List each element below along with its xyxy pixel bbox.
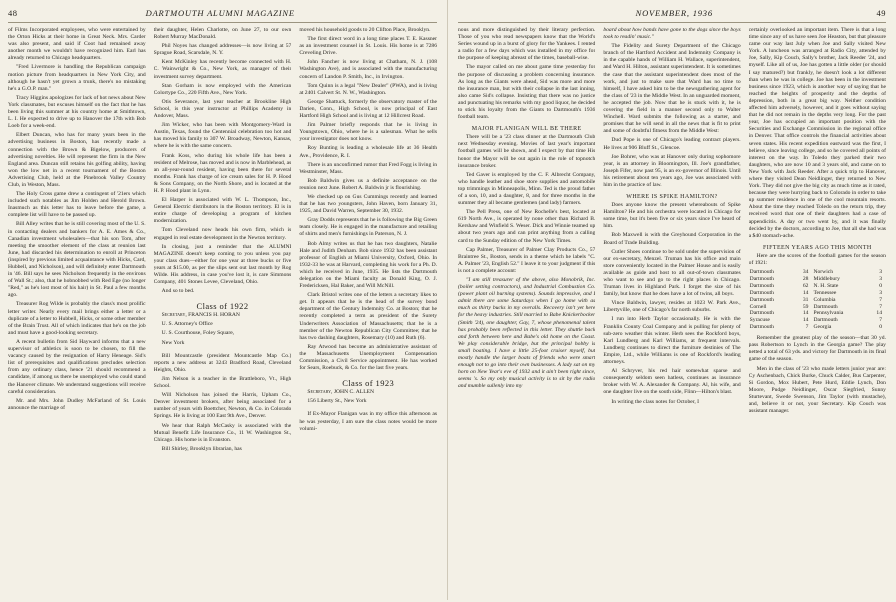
paragraph: Dud Pope is one of Chicago's leading contract players. He lives at 906 Bluff St., Glencoe. bbox=[603, 137, 741, 151]
score-cell-opp-score: 7 bbox=[879, 303, 882, 310]
paragraph: Men in the class of '23 who made letters junior year are: Cy Aschenbach, Chick Burke, Chuck Calder, Bus Carpenter, Si Gordon, Mox Hubert, Pete Hurd, Eddie Lynch, Don Moore, Pudge Neidlinger, Oscar Siegfried, Sunny Sturtevant, Swede Swenson, Jim Taylor (with mustache), and, believe it or not, your Secretary. Kip Couch was assistant manager. bbox=[748, 365, 886, 415]
fifteen-years-heading: FIFTEEN YEARS AGO THIS MONTH bbox=[763, 244, 872, 251]
paragraph: Jim Palmer briefly responds that he is living in Youngstown, Ohio, where he is a salesman. What he sells your investigator does not know. bbox=[299, 122, 438, 143]
score-cell-opp: Dartmouth bbox=[813, 303, 838, 310]
score-cell-opp: Norwich bbox=[813, 269, 834, 275]
paragraph: Vince Baldwin, lawyer, resides at 1023 W. Park Ave., Libertyville, one of Chicago's far north suburbs. bbox=[603, 300, 741, 314]
left-page bbox=[0, 0, 448, 600]
paragraph: Cap Palmer, Treasurer of Palmer Clay Products Co., 57 Braintree St., Boston, sends in a theme which he labels "C. A. Palmer '23, English 52." I leave it to your judgment if this is not a complete account: bbox=[458, 246, 596, 274]
left-column-1 bbox=[8, 27, 146, 602]
paragraph: Here are the scores of the football games for the season of 1921: bbox=[748, 252, 886, 266]
paragraph: Remember the greatest play of the season—that 30 yd. pass Robertson to Lynch in the Georgia game? The play netted a total of 63 yds. and victory for Dartmouth in its final game of the season. bbox=[748, 335, 886, 363]
paragraph: We hear that Ralph McCasky is associated with the Mutual Benefit Life Insurance Co., 11 W. Washington St., Chicago. His home is in Evanston. bbox=[153, 422, 292, 443]
score-cell-opp-score: 7 bbox=[879, 317, 882, 324]
paragraph: The Fidelity and Surety Department of the Chicago branch of the Hartford Accident and Indemnity Company is in the capable hands of William H. Wallace, superintendent, and Ward H. Hilton, assistant superintendent. It is sometimes the case that the assistant superintendent does most of the work, and just to make sure that Ward has no time to himself, I have asked him to be the newsgathering agent for the class of '23 in the Middle West. In an unguarded moment, he accepted the job. Now that he is stuck with it, he is covering the field in a manner second only to Walter Winchell. Ward submits the following as a starter, and promises that he will send in all the news that is fit to print and some of doubtful fitness from the Middle West: bbox=[603, 43, 741, 135]
score-cell-score: 14 bbox=[802, 289, 809, 296]
running-title: DARTMOUTH ALUMNI MAGAZINE bbox=[145, 8, 295, 18]
score-cell-opp-score: 0 bbox=[879, 282, 882, 289]
paragraph: Gray Dodds represents that he is following the Big Green team closely. He is engaged in the manufacture and retailing of shirts and men's furnishings in Paterson, N. J. bbox=[299, 217, 438, 238]
section-heading: WHERE IS SPIKE HAMILTON? bbox=[626, 194, 718, 201]
paragraph: certainly overlooked an important item. There is that a long time since any of us have seen Joe Heaston, but that pleasure came our way last July when Joe and Sally visited New York. A luncheon was arranged at Radio City, attended by Joe, Sally, Kip Couch, Sally's brother, Jack Reeder '24, and myself. Like all of us, Joe has gotten a little older (or should I say matured?) but frankly, he doesn't look a lot different than when he was in college. Joe has been in the investment business since 1923, which is another way of saying that he reached the heights of prosperity and the depths of depression, both in a great big way. Neither condition affected him adversely, however, and it goes without saying that he did not remain in the depths very long. For the past year, Joe has occupied an important position with the Securities and Exchange Commission in the regional office in Denver. That office controls the financial activities about seven states. His recent expedition eastward was the first, I believe, since leaving college, and so he covered all points of interest on the way. In Toledo they parked their two daughters, who are now 10 and 3 years old, and came on to New York with Jack Reeder. After a quick trip to Hanover, where they visited Dean Neidlinger, they returned to New York. They did not give the big city as much time as it rated, because they were hurrying back to Colorado in order to take up summer residence in one of the cool mountain resorts. About the time they reached Toledo on the return trip, they received word that one of their daughters had a case of appendicitis. A day or two went by, and it was finally decided by the doctors, according to Joe, that all she had was a $40 stomach-ache. bbox=[748, 27, 886, 239]
right-page bbox=[448, 0, 896, 600]
score-cell-opp-score: 14 bbox=[876, 310, 882, 317]
paragraph: Joe Bohrer, who was at Hanover only during sophomore year, is an attorney in Bloomington, Ill. Joe's grandfather, Joseph Fifer, now past 95, is an ex-governor of Illinois. Until his retirement about ten years ago, Joe was associated with him in the practice of law. bbox=[603, 153, 741, 188]
secretary-address-line: U. S. Courthouse, Foley Square, bbox=[161, 330, 235, 337]
paragraph: "Fred Livermore is handling the Republican campaign motion picture from headquarters in New York City, and although he hasn't yet grown a trunk, there's no mistaking he's a G.O.P. man." bbox=[8, 64, 146, 92]
paragraph: moved his household goods to 20 Clifton Place, Brooklyn. bbox=[299, 27, 431, 33]
paragraph: The mayor called on me about game time yesterday for the purpose of discussing a problem concerning insurance. As long as the Giants were ahead, Sid was more and more the insurance man, but with their collapse in the last inning, also came Sid's collapse. Insisting that there was no justice and punctuating his remarks with my good liquor, he decided to stick his loyalty from the Giants to Dartmouth's 1936 football team. bbox=[458, 64, 596, 121]
section-heading: MAJOR FLANIGAN WILL BE THERE bbox=[471, 126, 582, 133]
class-1922-heading: Class of 1922 bbox=[196, 301, 249, 312]
paragraph: "I am still treasurer of the above, also Monobrik, Inc. (boiler setting contractors), and Industrial Combustion Co. (power plant oil burning systems). Sounds impressive, and I admit there are some Saturdays when I go home with as much as thirty bucks in my overalls. Recovery isn't yet here for the heavy industries. Still married to Babe Knickerbocker (Smith '24), one daughter, Gay, 7, whose phenomenal talent has probably been reflected in this letter. They shuttle back and forth between here and Babe's old home on the Coast. We play considerable bridge, but the principal hobby is small boating. I have a little 25-foot cruiser myself, but mostly handle the larger boats of friends who were smart enough not to go into their own businesses. A lady sat on my horn on New Year's eve of 1932 and it ain't been right since, seems 's. So my only musical activity is to sit by the radio and mumble sullenly into my bbox=[458, 277, 596, 390]
secretary-address-line: New York bbox=[161, 339, 185, 346]
paragraph: Jim Wicker, who has been with Montgomery-Ward in Austin, Texas, found the Centennial celebration too hot and has moved his family to 307 W. Broadway, Newton, Kansas, where he is with the same concern. bbox=[153, 122, 292, 150]
score-cell-opp: N. H. State bbox=[813, 282, 839, 289]
score-cell-score: 59 bbox=[802, 303, 809, 310]
score-cell-team: Dartmouth bbox=[749, 269, 774, 275]
football-scores-table bbox=[749, 269, 886, 331]
paragraph: Treasurer Rog Wilde is probably the class's most prolific letter writer. Nearly every mail brings either a letter or a duplicate of a letter to Hubbell, Hicks, or some other member of the Brain Trust. All of which indicates that he's on the job and must have a good-looking secretary. bbox=[8, 301, 146, 336]
paragraph: Bill Shirley, Brooklyn librarian, has bbox=[161, 445, 242, 452]
paragraph: I run into Herb Taylor occasionally. He is with the Franklin County Coal Company and is pulling for plenty of sub-zero weather this winter. Herb sees the Rockford boys, Karl Lundberg and Karl Williams, at frequent intervals. Lundberg continues to direct the furniture destinies of The Empire, Ltd., while Williams is one of Rockford's leading attorneys. bbox=[603, 316, 741, 366]
paragraph: There is an unconfirmed rumor that Fred Fogg is living in Westminster, Mass. bbox=[299, 161, 438, 175]
score-cell-team: Dartmouth bbox=[749, 289, 774, 296]
paragraph: board about how bands have gone to the dogs since the boys took to readin' music." bbox=[603, 27, 741, 41]
paragraph: George Shattuck, formerly the observatory master of the Darien, Conn., High School, is now principal of East Hartford High School and is living at 12 Hillcrest Road. bbox=[299, 98, 438, 120]
paragraph: Bill Mountcastle (president Mountcastle Map Co.) reports a new address at 3243 Bradford Road, Cleveland Heights, Ohio. bbox=[153, 352, 292, 373]
paragraph: Roy Bunting is leading a wholesale life at 36 Health Ave., Providence, R. I. bbox=[299, 145, 438, 159]
left-page-header bbox=[8, 8, 437, 23]
score-cell-team: Dartmouth bbox=[749, 275, 774, 282]
paragraph: nous and more distinguished by their literary perfection. Those of you who read newspapers know that the World's Series wound up in a burst of glory for the Yankees. I rented a radio for a few days which was installed in my office for the purpose of keeping abreast of the times, baseball-wise. bbox=[458, 27, 596, 62]
score-row bbox=[749, 276, 886, 283]
paragraph: Mr. and Mrs. John Dudley McFarland of St. Louis announce the marriage of bbox=[8, 397, 146, 411]
score-cell-team: Dartmouth bbox=[749, 324, 774, 331]
paragraph: Bob Almy writes us that he has two daughters, Natalie Hale and Judith Denham. Bob since 1932 has been assistant professor of English at Miami University, Oxford, Ohio. In 1932-33 he was at Harvard, completing his work for a Ph. D. which he received in June, 1935. He lists the Dartmouth delegation on the Miami faculty as Donald King, O. J. Fredericksen, Hal Baker, and Will McNill. bbox=[299, 240, 438, 290]
score-row bbox=[749, 310, 886, 317]
score-cell-opp: Pennsylvania bbox=[813, 310, 844, 317]
score-cell-opp: Tennessee bbox=[813, 289, 837, 296]
score-cell-score: 14 bbox=[802, 317, 809, 324]
paragraph: Tom Cleveland now heads his own firm, which is engaged in real estate development in the Newton territory. bbox=[153, 227, 292, 241]
paragraph: The Pell Press, one of New Rochelle's best, located at 619 North Ave., is operated by none other than Richard B. Kershaw and Winfield S. Weser. Dick and Winnie teamed up about two years ago and can print anything from a calling card to the Sunday edition of the New York Times. bbox=[458, 209, 596, 244]
score-row bbox=[749, 324, 886, 331]
secretary-address-line: 156 Liberty St., New York bbox=[307, 398, 367, 405]
score-cell-opp: Columbia bbox=[813, 296, 836, 303]
page-number: 48 bbox=[8, 8, 18, 18]
paragraph: If Ex-Mayor Flanigan was in my office this afternoon as he was yesterday, I am sure the class notes would be more volumi- bbox=[299, 411, 438, 432]
score-row bbox=[749, 283, 886, 290]
paragraph: Bill Alley writes that he is still covering most of the U. S. in contacting dealers and bankers for A. E. Ames & Co., Canadian investment wholesalers—that his son Tom, after meeting the smoother element of the class at reunion last June, had discarded his determination to enroll at Princeton (inspired by previous limited acquaintance with Hicks, Card, Hubbell, and Nicholson), and will definitely enter Dartmouth in '46. Bill says he sees Nicholson frequently in the environs of Wall St.; also, that he hobnobbed with Red Ege (no longer "Red," as he's lost most of his hair) in St. Paul a few months ago. bbox=[8, 221, 146, 299]
score-cell-team: Dartmouth bbox=[749, 296, 774, 303]
score-cell-opp-score: 3 bbox=[879, 289, 882, 296]
paragraph: The Holy Cross game drew a contingent of '21ers which included such notables as Jim Holden and Herold Brown. Inasmuch as this letter has to leave before the game, a complete list will have to be passed up. bbox=[8, 191, 146, 219]
score-cell-team: Syracuse bbox=[749, 317, 770, 324]
paragraph: In writing the class notes for October, I bbox=[611, 398, 700, 405]
paragraph: Frank Koss, who during his whole life has been a resident of Melrose, has moved and is now in Marblehead, as an all-year-round resident, having been there for several months. Frank has charge of ice cream sales for H. P. Hood & Sons Company, on the North Shore, and is located at the H. P. Hood plant in Lynn. bbox=[153, 152, 292, 194]
paragraph: their daughter, Helen Charlotte, on June 27, to our own Robert Murray MacDonald. bbox=[153, 27, 292, 41]
score-cell-opp: Georgia bbox=[813, 324, 832, 331]
score-cell-score: 34 bbox=[802, 269, 809, 275]
score-cell-score: 7 bbox=[805, 324, 809, 331]
paragraph: Clark Bristol writes one of the letters a secretary likes to get. It appears that he is the head of the survey bond department of the Century Indemnity Co. at Boston; that he recently completed a term as president of the Surety Underwriters Association of Massachusetts; that he is a member of the Newton Republican City Committee; that he has two dashing daughters, Rosemary (10) and Ruth (6). bbox=[299, 292, 438, 341]
paragraph: Elbert Duncan, who has for many years been in the advertising business in Boston, has recently made a connection with the Brown & Bigelow, producers of advertising novelties. He will represent the firm in the New England area. Duncan still retains his golfing ability, having won the low net in a recent tournament of the Boston Advertising Club, held at the Pinebrook Valley Country Club, in Weston, Mass. bbox=[8, 132, 146, 188]
score-cell-opp: Dartmouth bbox=[813, 317, 838, 324]
paragraph: We checked up on Gus Cummings recently and learned that he has two youngsters, John Haven, born January 31, 1925, and David Warren, September 30, 1932. bbox=[299, 193, 438, 215]
right-column-2 bbox=[603, 27, 740, 602]
score-row bbox=[749, 269, 886, 276]
score-row bbox=[749, 304, 886, 311]
paragraph: Tom Quinn is a legal "New Dealer" (PWA), and is living at 2401 Calvert St. N. W., Washington. bbox=[299, 82, 438, 96]
score-cell-opp: Middlebury bbox=[813, 275, 840, 282]
paragraph: Stan Gorham is now employed with the American Colortype Co., 220 Fifth Ave., New York. bbox=[153, 82, 292, 96]
paragraph: Kent McKinley has recently become connected with H. C. Wainwright & Co., New York, as manager of their investment survey department. bbox=[153, 59, 292, 80]
paragraph: A recent bulletin from Sid Hayward informs that a new supervisor of athletics is soon to be chosen, to fill the vacancy caused by the resignation of Harry Heneage. Sid's list of prerequisites and qualifications precludes selection from any ordinary class, hence '21 should recommend a candidate, if among us there be unemployed who could stand the Hanover climate. We understand suggestions will receive careful consideration. bbox=[8, 338, 146, 395]
paragraph: There will be a '23 class dinner at the Dartmouth Club next Wednesday evening. Movies of last year's important football games will be shown, and I expect by that time His honor the Mayor will be out again in the role of topnotch insurance broker. bbox=[458, 134, 596, 169]
paragraph: John Fancher is now living at Chatham, N. J. (108 Washington Ave), and is associated with the manufacturing concern of Landon P. Smith, Inc., in Irvington. bbox=[299, 59, 438, 80]
class-secretary: Secretary, FRANCIS H. HORAN bbox=[161, 312, 240, 319]
paragraph: Ray Atwood has become an administrative assistant of the Massachusetts Unemployment Compensation Commission, a Civil Service appointment. He has worked for Sears, Roebuck, & Co. for the last five years. bbox=[299, 343, 438, 372]
secretary-address-line: U. S. Attorney's Office bbox=[161, 321, 213, 328]
score-row bbox=[749, 297, 886, 304]
score-cell-team: Cornell bbox=[749, 303, 767, 310]
paragraph: And so to bed. bbox=[161, 288, 195, 295]
paragraph: Will Nicholson has joined the Harris, Upham Co., Denver investment brokers, after being associated for a number of years with Boettcher, Newton, & Co. in Colorado Springs. He is living at 100 East 9th Ave., Denver. bbox=[153, 392, 292, 420]
paragraph: Phil Noyes has changed addresses—is now living at 57 Sprague Road, Scarsdale, N. Y. bbox=[153, 43, 292, 57]
right-page-header bbox=[458, 8, 886, 23]
paragraph: El Harper is associated with W. L. Thompson, Inc., General Electric distributors in the Boston territory. El is in entire charge of developing a program of kitchen modernization. bbox=[153, 197, 292, 225]
paragraph: Otis Severance, last year teacher at Brookline High School, is this year instructor at Phillips Academy in Andover, Mass. bbox=[153, 98, 292, 120]
score-cell-team: Dartmouth bbox=[749, 310, 774, 317]
paragraph: Ted Gaver is employed by the C. F. Albrecht Company, who handle leather and shoe store supplies and automobile top trimmings in Minneapolis, Minn. Ted is the proud father of a son, 10, and a daughter, 8, and for three months in the summer they all became gentlemen (and lady) farmers. bbox=[458, 171, 596, 207]
score-cell-opp-score: 3 bbox=[879, 275, 882, 282]
paragraph: Al Schryver, his red hair somewhat sparse and consequently seldom seen hatless, continues as insurance broker with W. A. Alexander & Company. Al, his wife, and one daughter live on the south side, Flinn—Hilton's blast. bbox=[603, 368, 741, 396]
class-secretary: Secretary, JOHN C. ALLEN bbox=[307, 389, 375, 396]
left-column-3 bbox=[299, 27, 437, 602]
paragraph: Bob Maxwell is with the Greyhound Corporation in the Board of Trade Building. bbox=[603, 232, 741, 246]
paragraph: Cutler Shoes continue to be sold under the supervision of our ex-secretary, Menzel. Truman has his office and main store conveniently located in the Palmer House and is easily available as guide and host to all out-of-town classmates who want to see and go to the right places in Chicago. Truman lives in Highland Park. I forget the size of his family, but know that he does have a lot of twins, all boys. bbox=[603, 248, 741, 298]
paragraph: Does anyone know the present whereabouts of Spike Hamilton? He and his orchestra were located in Chicago for some time, but it's been five or six years since I've heard of him. bbox=[603, 202, 741, 230]
score-cell-opp-score: 0 bbox=[879, 324, 882, 331]
score-cell-score: 28 bbox=[802, 275, 809, 282]
score-cell-opp-score: 3 bbox=[879, 269, 882, 275]
paragraph: Jim Nelson is a teacher in the Brattleboro, Vt., High School. bbox=[153, 375, 292, 390]
right-column-1 bbox=[458, 27, 595, 602]
score-cell-opp-score: 7 bbox=[879, 296, 882, 303]
score-cell-team: Dartmouth bbox=[749, 282, 774, 289]
score-cell-score: 31 bbox=[802, 296, 809, 303]
score-row bbox=[749, 290, 886, 297]
class-1923-heading: Class of 1923 bbox=[342, 378, 395, 389]
page-number: 49 bbox=[876, 8, 886, 18]
paragraph: Bob Baldwin gives us a definite acceptance on the reunion next June. Robert A. Baldwin jr is flourishing. bbox=[299, 177, 438, 191]
left-column-2 bbox=[154, 27, 292, 602]
paragraph: In closing, just a reminder that the ALUMNI MAGAZINE doesn't keep coming to you unless you pay your class dues—either for one year at three bucks or five years at $15.00, as per the slips sent out last month by Rog Wilde. His address, in case you've lost it, is care Simmons Company, 401 Stones Levee, Cleveland, Ohio. bbox=[153, 243, 292, 286]
score-cell-score: 62 bbox=[802, 282, 809, 289]
right-column-3 bbox=[749, 27, 886, 602]
paragraph: of Films Incorporated employees, who were entertained by the Orton Hicks at their home in Great Neck. Mrs. Carder was also present, and said if Coot had remained away another month we wouldn't have recognized him. Earl has already returned to Chicago headquarters. bbox=[8, 27, 146, 62]
running-title: NOVEMBER, 1936 bbox=[635, 8, 713, 18]
paragraph: Tracy Higgins apologizes for lack of hot news about New York classmates, but excuses himself on the fact that he has been living this summer at his country home at Smithtown, L. I. He expected to drive up to Hanover the 17th with Bob Loeb for a week-end. bbox=[8, 94, 146, 130]
paragraph: The first direct word in a long time places T. E. Kassner as an investment counsel in St. Louis. His home is at 7286 Creveling Drive. bbox=[299, 36, 438, 57]
score-row bbox=[749, 317, 886, 324]
score-cell-score: 14 bbox=[802, 310, 809, 317]
